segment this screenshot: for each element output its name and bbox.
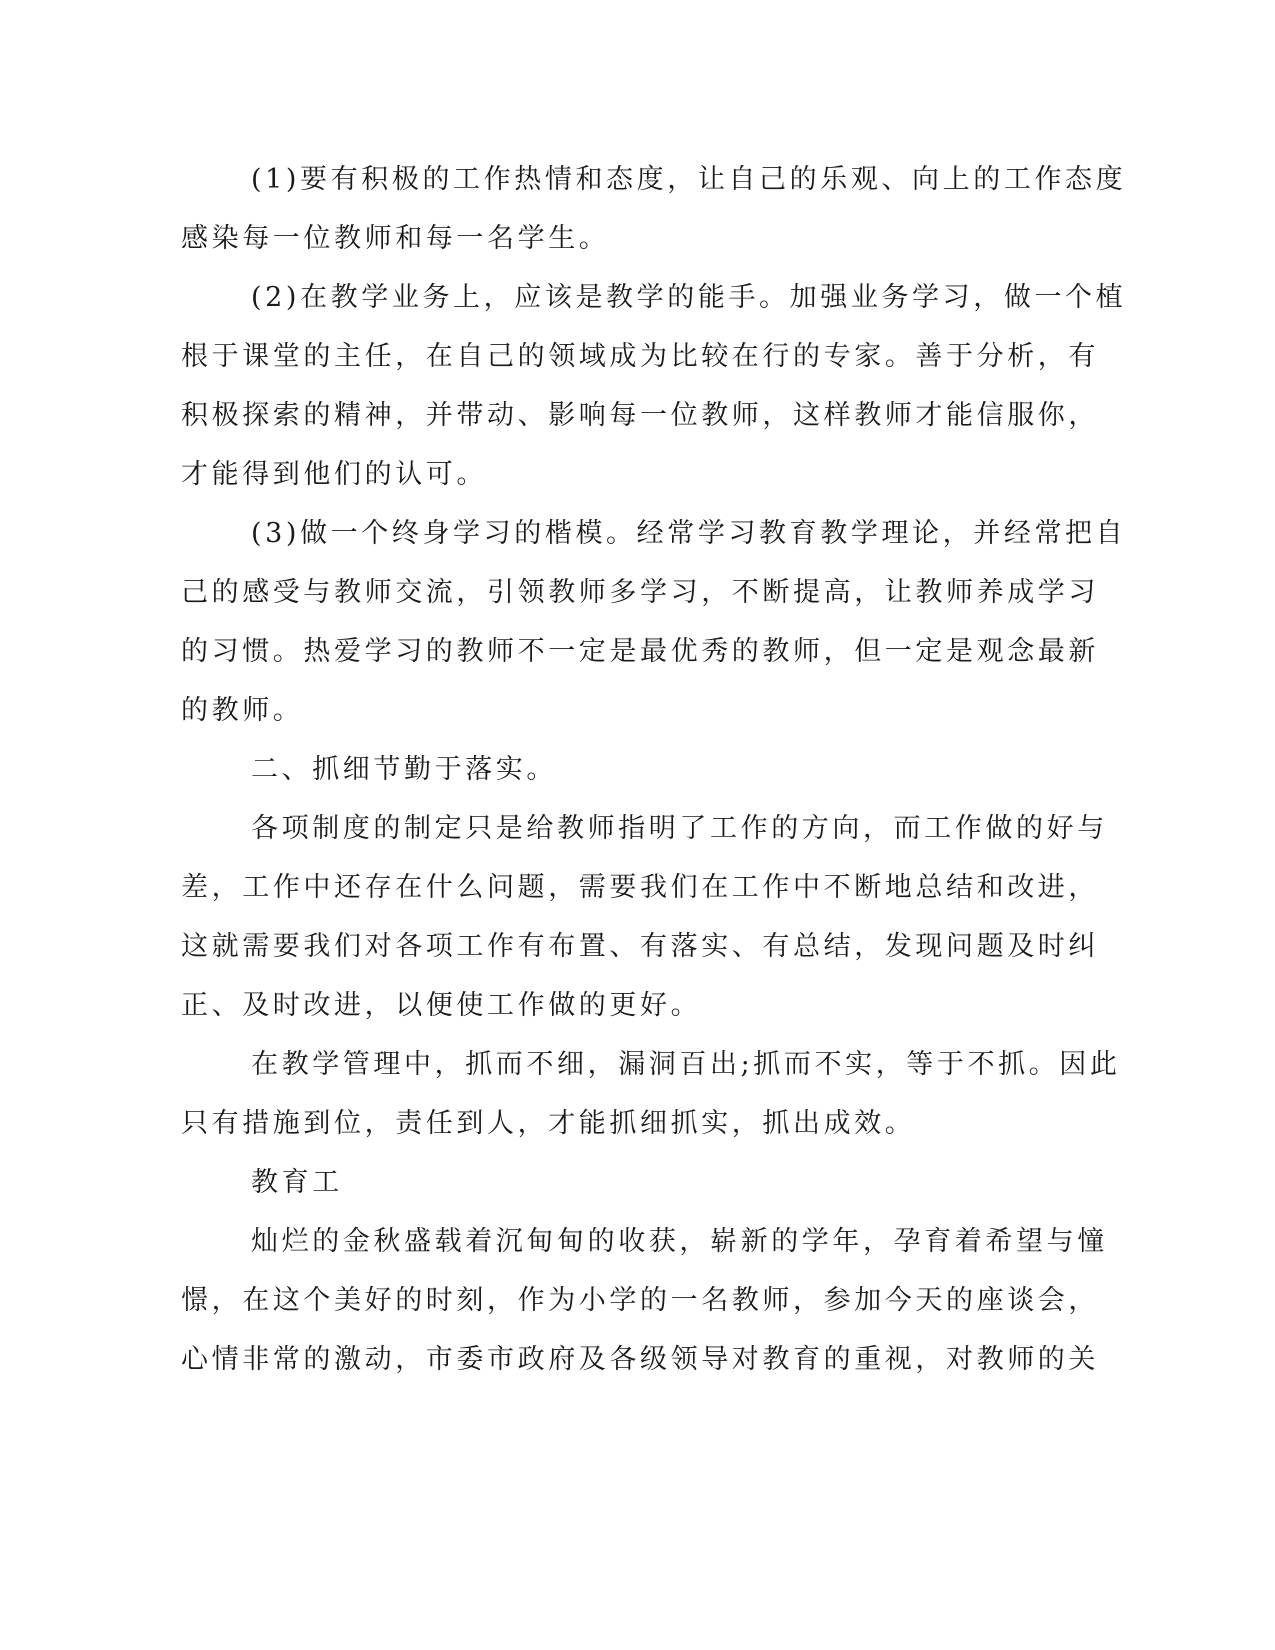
text-line: 心情非常的激动，市委市政府及各级领导对教育的重视，对教师的关 — [181, 1344, 1099, 1375]
text-line: (3)做一个终身学习的楷模。经常学习教育教学理论，并经常把自 — [251, 518, 1127, 549]
text-line: 憬，在这个美好的时刻，作为小学的一名教师，参加今天的座谈会， — [181, 1285, 1099, 1316]
text-line: 正、及时改进，以便使工作做的更好。 — [181, 990, 702, 1021]
text-line: 差，工作中还存在什么问题，需要我们在工作中不断地总结和改进， — [181, 872, 1099, 903]
text-line: 感染每一位教师和每一名学生。 — [181, 223, 610, 254]
section-heading: 教育工 — [251, 1167, 343, 1198]
text-line: 己的感受与教师交流，引领教师多学习，不断提高，让教师养成学习 — [181, 577, 1099, 608]
section-heading: 二、抓细节勤于落实。 — [251, 754, 557, 785]
text-line: 在教学管理中，抓而不细，漏洞百出;抓而不实，等于不抓。因此 — [251, 1049, 1121, 1080]
text-line: 根于课堂的主任，在自己的领域成为比较在行的专家。善于分析，有 — [181, 341, 1099, 372]
text-line: 灿烂的金秋盛载着沉甸甸的收获，崭新的学年，孕育着希望与憧 — [251, 1226, 1108, 1257]
text-line: (1)要有积极的工作热情和态度，让自己的乐观、向上的工作态度 — [251, 164, 1127, 195]
text-line: 这就需要我们对各项工作有布置、有落实、有总结，发现问题及时纠 — [181, 931, 1099, 962]
text-line: 的习惯。热爱学习的教师不一定是最优秀的教师，但一定是观念最新 — [181, 636, 1099, 667]
text-line: 只有措施到位，责任到人，才能抓细抓实，抓出成效。 — [181, 1108, 916, 1139]
text-line: 积极探索的精神，并带动、影响每一位教师，这样教师才能信服你， — [181, 400, 1099, 431]
text-line: (2)在教学业务上，应该是教学的能手。加强业务学习，做一个植 — [251, 282, 1127, 313]
document-body — [181, 150, 1127, 1389]
text-line: 各项制度的制定只是给教师指明了工作的方向，而工作做的好与 — [251, 813, 1108, 844]
text-line: 的教师。 — [181, 695, 304, 726]
text-line: 才能得到他们的认可。 — [181, 459, 487, 490]
